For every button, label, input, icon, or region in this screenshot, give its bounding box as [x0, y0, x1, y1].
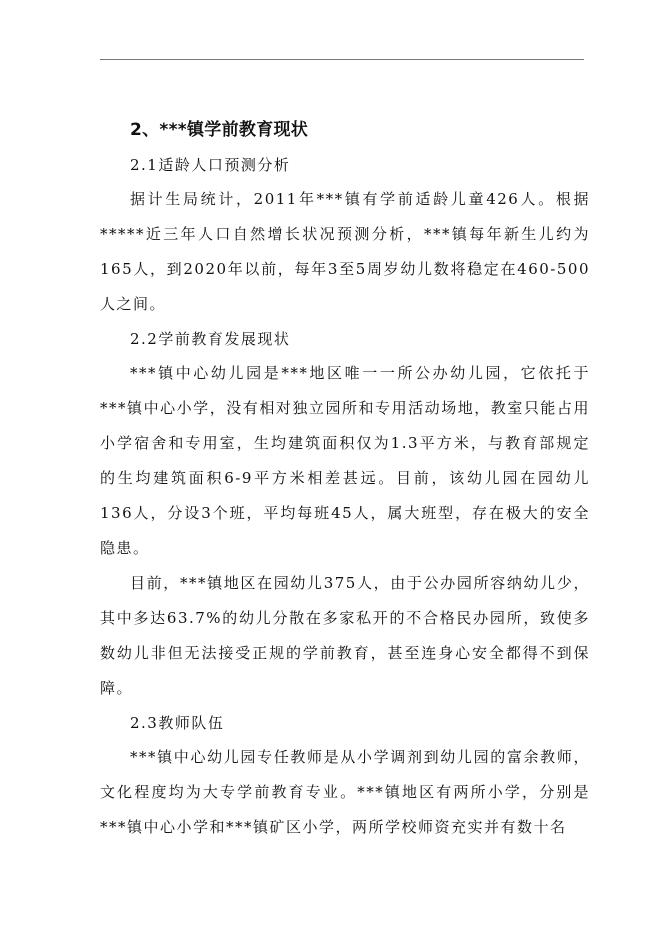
paragraph: ***镇中心幼儿园是***地区唯一一所公办幼儿园，它依托于***镇中心小学，没有相对独立园所和专用活动场地，教室只能占用小学宿舍和专用室，生均建筑面积仅为1.3平方米，与教育部规定的生均建筑面积6-9平方米相差甚远。目前，该幼儿园在园幼儿136人，分设3个班，平均每班45人，属大班型，存在极大的安全隐患。	[100, 364, 590, 557]
subsection-heading: 2.3教师队伍	[130, 714, 225, 732]
paragraph: 据计生局统计，2011年***镇有学前适龄儿童426人。根据*****近三年人口自然增长状况预测分析，***镇每年新生儿约为165人，到2020年以前，每年3至5周岁幼儿数将稳定在460-500人之间。	[100, 190, 590, 313]
subsection-heading: 2.1适龄人口预测分析	[130, 156, 291, 174]
header-rule	[100, 59, 584, 60]
section-title: 2、***镇学前教育现状	[130, 120, 309, 140]
document-body	[100, 112, 590, 845]
paragraph: ***镇中心幼儿园专任教师是从小学调剂到幼儿园的富余教师，文化程度均为大专学前教育专业。***镇地区有两所小学，分别是***镇中心小学和***镇矿区小学，两所学校师资充实并有数十名	[100, 748, 590, 836]
paragraph: 目前，***镇地区在园幼儿375人，由于公办园所容纳幼儿少，其中多达63.7%的幼儿分散在多家私开的不合格民办园所，致使多数幼儿非但无法接受正规的学前教育，甚至连身心安全都得不到保障。	[100, 574, 590, 697]
subsection-heading: 2.2学前教育发展现状	[130, 330, 291, 348]
